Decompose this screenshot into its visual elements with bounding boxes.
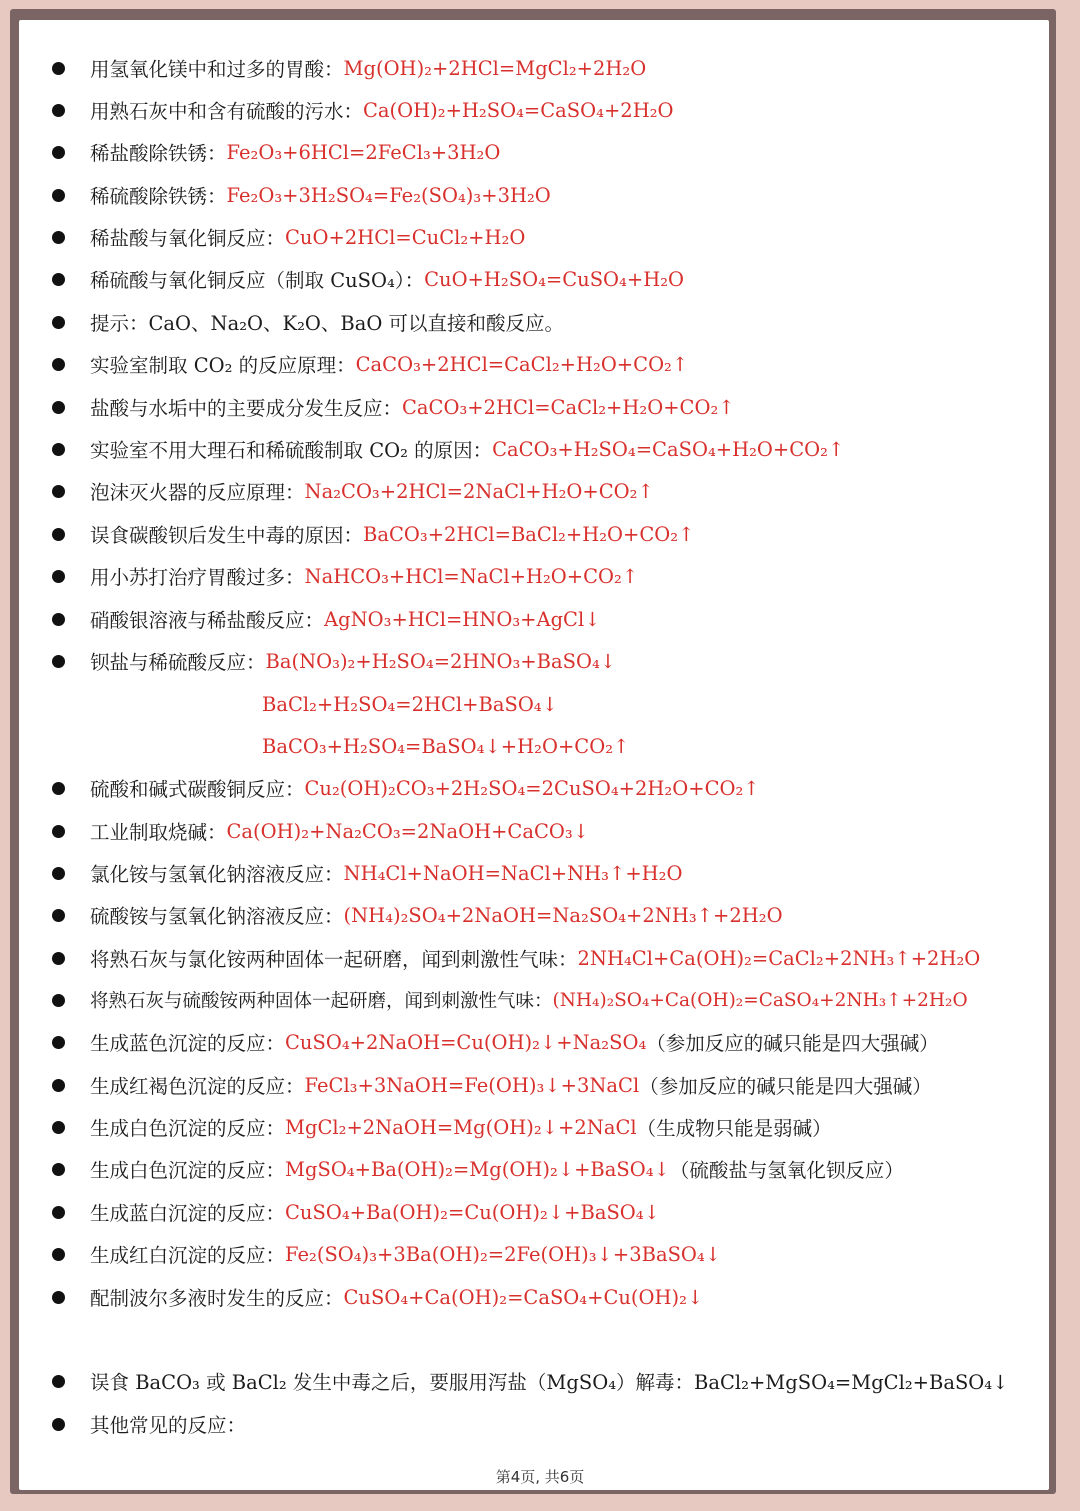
equation: Ca(OH)₂+Na₂CO₃=2NaOH+CaCO₃↓ (226, 819, 590, 843)
list-item (52, 767, 760, 809)
bullet-icon (52, 952, 65, 965)
list-item (52, 1276, 703, 1318)
equation: NaHCO₃+HCl=NaCl+H₂O+CO₂↑ (304, 564, 639, 588)
equation: NH₄Cl+NaOH=NaCl+NH₃↑+H₂O (343, 861, 683, 885)
bullet-icon (52, 1291, 65, 1304)
bullet-icon (52, 1418, 65, 1431)
bullet-icon (52, 62, 65, 75)
bullet-icon (52, 316, 65, 329)
list-item (52, 470, 654, 512)
equation: CaCO₃+2HCl=CaCl₂+H₂O+CO₂↑ (355, 352, 689, 376)
bullet-icon (52, 401, 65, 414)
item-label: 配制波尔多液时发生的反应： (90, 1287, 344, 1310)
list-item (52, 937, 980, 979)
equation: BaCO₃+H₂SO₄=BaSO₄↓+H₂O+CO₂↑ (262, 734, 630, 758)
list-item (52, 1233, 721, 1275)
list-item (52, 1106, 832, 1148)
item-label: 误食 BaCO₃ 或 BaCl₂ 发生中毒之后，要服用泻盐（MgSO₄）解毒：BaCl₂+MgSO₄=MgCl₂+BaSO₄↓ (90, 1371, 1009, 1394)
list-item (52, 1064, 932, 1106)
bullet-icon (52, 1163, 65, 1176)
list-item (52, 979, 968, 1021)
item-label: 稀硫酸与氧化铜反应（制取 CuSO₄）： (90, 269, 425, 292)
equation: CuSO₄+2NaOH=Cu(OH)₂↓+Na₂SO₄ (285, 1030, 647, 1054)
equation: CuSO₄+Ca(OH)₂=CaSO₄+Cu(OH)₂↓ (343, 1285, 704, 1309)
equation: AgNO₃+HCl=HNO₃+AgCl↓ (324, 607, 601, 631)
list-item (52, 428, 844, 470)
list-item (52, 1360, 1008, 1402)
bullet-icon (52, 189, 65, 202)
list-item (52, 47, 646, 89)
bullet-icon (52, 1248, 65, 1261)
list-item (52, 216, 525, 258)
bullet-icon (52, 1079, 65, 1092)
item-label: 硫酸和碱式碳酸铜反应： (90, 778, 305, 801)
item-label: 实验室制取 CO₂ 的反应原理： (90, 354, 356, 377)
list-item (52, 1191, 660, 1233)
bullet-icon (52, 528, 65, 541)
bullet-icon (52, 1121, 65, 1134)
list-item (52, 1021, 939, 1063)
list-item (52, 640, 616, 682)
item-label: 用氢氧化镁中和过多的胃酸： (90, 58, 344, 81)
equation: Na₂CO₃+2HCl=2NaCl+H₂O+CO₂↑ (304, 479, 654, 503)
equation: Fe₂O₃+6HCl=2FeCl₃+3H₂O (226, 140, 501, 164)
item-label: 稀盐酸除铁锈： (90, 142, 227, 165)
equation: CaCO₃+H₂SO₄=CaSO₄+H₂O+CO₂↑ (492, 437, 845, 461)
bullet-icon (52, 782, 65, 795)
equation: CuO+2HCl=CuCl₂+H₂O (285, 225, 526, 249)
list-item (52, 810, 589, 852)
equation: MgSO₄+Ba(OH)₂=Mg(OH)₂↓+BaSO₄↓ (285, 1157, 670, 1181)
bullet-icon (52, 104, 65, 117)
equation: CuO+H₂SO₄=CuSO₄+H₂O (424, 267, 685, 291)
equation: Ca(OH)₂+H₂SO₄=CaSO₄+2H₂O (363, 98, 674, 122)
equation: FeCl₃+3NaOH=Fe(OH)₃↓+3NaCl (304, 1073, 640, 1097)
list-item-continuation (262, 725, 629, 767)
equation: 2NH₄Cl+Ca(OH)₂=CaCl₂+2NH₃↑+2H₂O (577, 946, 981, 970)
bullet-icon (52, 358, 65, 371)
list-item (52, 1148, 904, 1190)
item-label: 将熟石灰与氯化铵两种固体一起研磨，闻到刺激性气味： (90, 948, 578, 971)
bullet-icon (52, 443, 65, 456)
item-label: 生成蓝色沉淀的反应： (90, 1032, 286, 1055)
item-label: 实验室不用大理石和稀硫酸制取 CO₂ 的原因： (90, 439, 493, 462)
item-label: 泡沫灭火器的反应原理： (90, 481, 305, 504)
list-item-continuation (262, 683, 558, 725)
item-label: 硫酸铵与氢氧化钠溶液反应： (90, 905, 344, 928)
bullet-icon (52, 655, 65, 668)
item-label: 生成白色沉淀的反应： (90, 1159, 286, 1182)
equation: MgCl₂+2NaOH=Mg(OH)₂↓+2NaCl (285, 1115, 637, 1139)
item-label: 生成蓝白沉淀的反应： (90, 1202, 286, 1225)
list-item (52, 174, 551, 216)
item-label: 将熟石灰与硫酸铵两种固体一起研磨，闻到刺激性气味： (90, 991, 553, 1012)
item-label: 生成红白沉淀的反应： (90, 1244, 286, 1267)
item-note: （参加反应的碱只能是四大强碱） (639, 1075, 932, 1098)
item-label: 钡盐与稀硫酸反应： (90, 651, 266, 674)
equation: BaCl₂+H₂SO₄=2HCl+BaSO₄↓ (262, 692, 558, 716)
bullet-icon (52, 909, 65, 922)
bullet-icon (52, 825, 65, 838)
equation: Ba(NO₃)₂+H₂SO₄=2HNO₃+BaSO₄↓ (265, 649, 617, 673)
bullet-icon (52, 994, 65, 1007)
page-number: 第4页, 共6页 (495, 1468, 585, 1486)
item-note: （参加反应的碱只能是四大强碱） (646, 1032, 939, 1055)
item-label: 硝酸银溶液与稀盐酸反应： (90, 609, 325, 632)
list-item (52, 131, 500, 173)
list-item (52, 598, 601, 640)
list-item (52, 301, 564, 343)
list-item (52, 852, 682, 894)
item-label: 用熟石灰中和含有硫酸的污水： (90, 100, 364, 123)
equation: Fe₂(SO₄)₃+3Ba(OH)₂=2Fe(OH)₃↓+3BaSO₄↓ (285, 1242, 722, 1266)
item-label: 提示：CaO、Na₂O、K₂O、BaO 可以直接和酸反应。 (90, 312, 565, 335)
equation: Fe₂O₃+3H₂SO₄=Fe₂(SO₄)₃+3H₂O (226, 183, 551, 207)
item-label: 其他常见的反应： (90, 1414, 247, 1437)
bullet-icon (52, 1036, 65, 1049)
bullet-icon (52, 1375, 65, 1388)
bullet-icon (52, 231, 65, 244)
list-item (52, 89, 674, 131)
list-item (52, 343, 688, 385)
item-label: 生成红褐色沉淀的反应： (90, 1075, 305, 1098)
item-label: 氯化铵与氢氧化钠溶液反应： (90, 863, 344, 886)
bullet-icon (52, 146, 65, 159)
item-label: 工业制取烧碱： (90, 821, 227, 844)
item-label: 误食碳酸钡后发生中毒的原因： (90, 524, 364, 547)
list-item (52, 386, 735, 428)
item-note: （硫酸盐与氢氧化钡反应） (669, 1159, 904, 1182)
bullet-icon (52, 1206, 65, 1219)
equation: Cu₂(OH)₂CO₃+2H₂SO₄=2CuSO₄+2H₂O+CO₂↑ (304, 776, 760, 800)
equation: (NH₄)₂SO₄+Ca(OH)₂=CaSO₄+2NH₃↑+2H₂O (552, 989, 968, 1011)
item-label: 稀硫酸除铁锈： (90, 185, 227, 208)
bullet-icon (52, 485, 65, 498)
item-label: 用小苏打治疗胃酸过多： (90, 566, 305, 589)
equation: Mg(OH)₂+2HCl=MgCl₂+2H₂O (343, 56, 647, 80)
equation: CaCO₃+2HCl=CaCl₂+H₂O+CO₂↑ (402, 395, 735, 419)
item-label: 生成白色沉淀的反应： (90, 1117, 286, 1140)
bullet-icon (52, 613, 65, 626)
list-item (52, 555, 638, 597)
bullet-icon (52, 867, 65, 880)
bullet-icon (52, 570, 65, 583)
equation: (NH₄)₂SO₄+2NaOH=Na₂SO₄+2NH₃↑+2H₂O (343, 903, 783, 927)
item-label: 盐酸与水垢中的主要成分发生反应： (90, 397, 403, 420)
bullet-icon (52, 273, 65, 286)
list-item (52, 513, 694, 555)
list-item (52, 258, 684, 300)
list-item (52, 894, 783, 936)
equation: BaCO₃+2HCl=BaCl₂+H₂O+CO₂↑ (363, 522, 695, 546)
equation: CuSO₄+Ba(OH)₂=Cu(OH)₂↓+BaSO₄↓ (285, 1200, 660, 1224)
list-item (52, 1403, 246, 1445)
item-label: 稀盐酸与氧化铜反应： (90, 227, 286, 250)
item-note: （生成物只能是弱碱） (636, 1117, 832, 1140)
